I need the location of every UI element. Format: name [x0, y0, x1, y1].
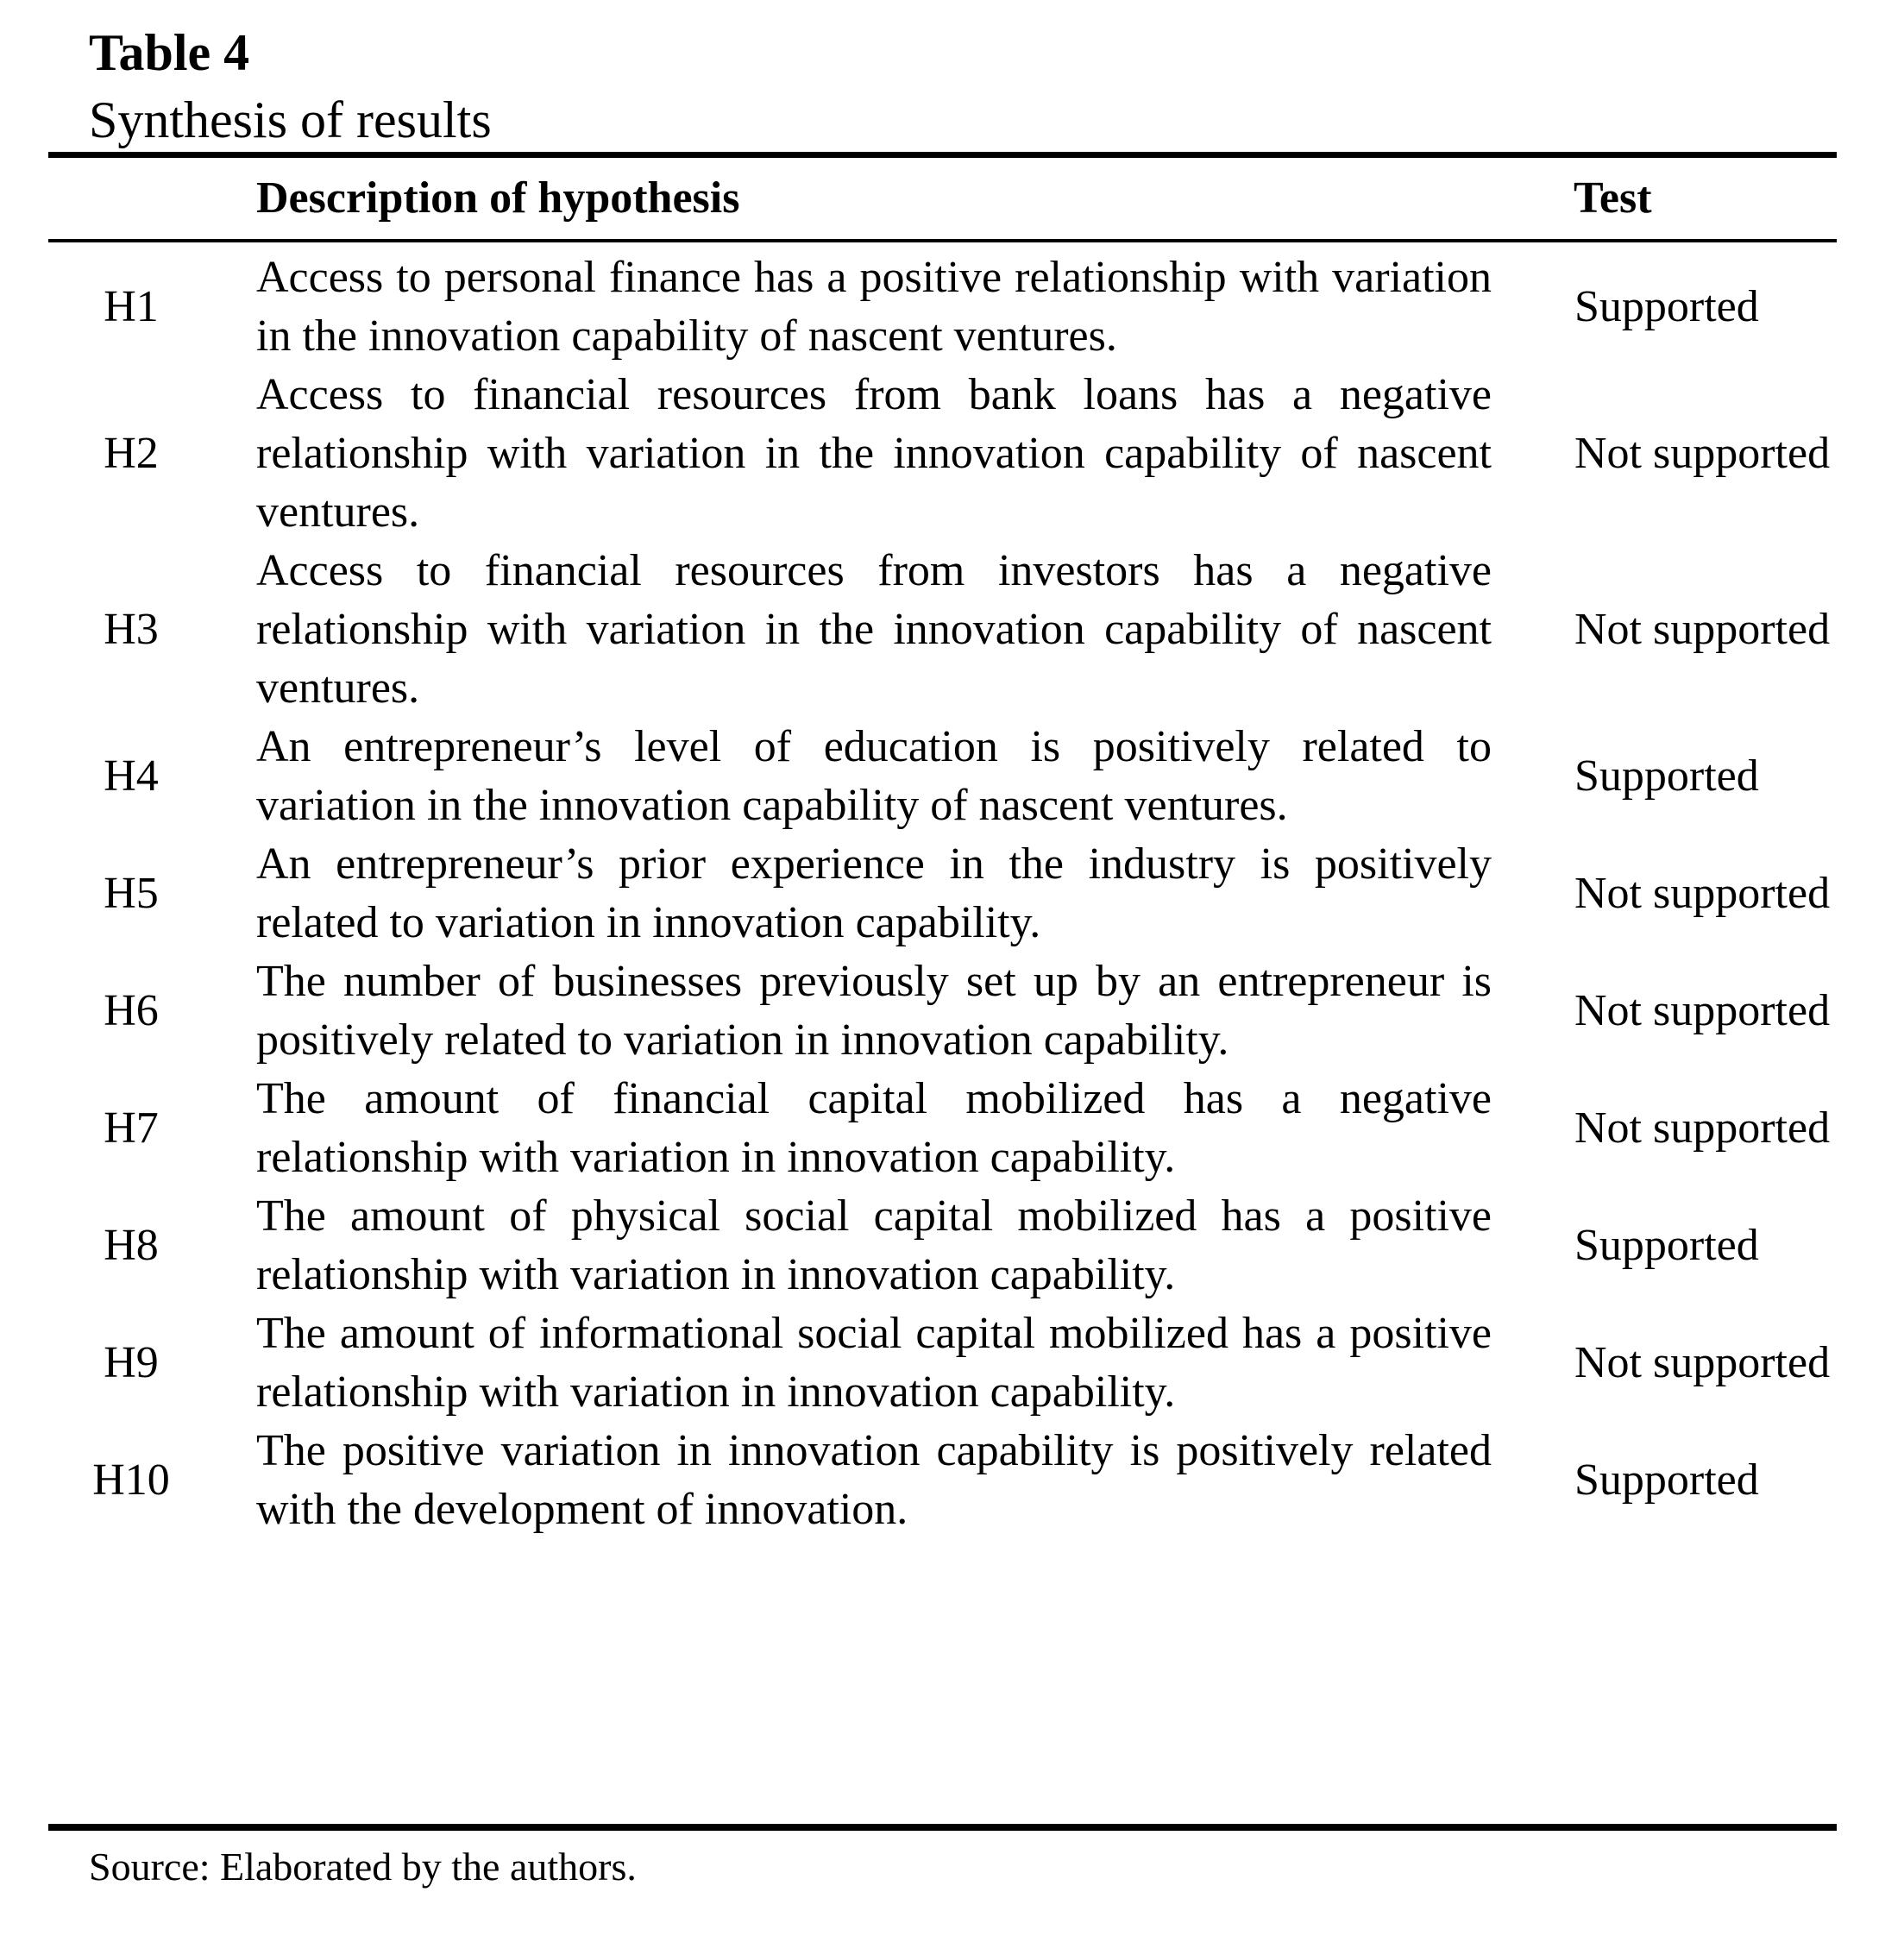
top-rule	[48, 152, 1837, 158]
hypothesis-id: H2	[104, 429, 159, 478]
test-result: Not supported	[1574, 869, 1831, 918]
table-row	[48, 248, 1837, 366]
test-result: Not supported	[1574, 429, 1831, 478]
test-result: Supported	[1574, 751, 1759, 801]
hypothesis-description: The amount of informational social capital mobilized has a positive relationship with variation in innovation capability.	[256, 1309, 1492, 1417]
test-result: Supported	[1574, 1221, 1759, 1270]
test-result: Not supported	[1574, 605, 1831, 654]
hypothesis-description: An entrepreneur’s level of education is positively related to variation in the innovation capability of nascent ventures.	[256, 722, 1492, 830]
table-row	[48, 1187, 1837, 1304]
test-result: Supported	[1574, 1455, 1759, 1505]
table-row	[48, 542, 1837, 718]
header-rule	[48, 239, 1837, 242]
table-row	[48, 1070, 1837, 1187]
hypothesis-id: H5	[104, 869, 159, 918]
bottom-rule	[48, 1824, 1837, 1831]
table-row	[48, 366, 1837, 542]
test-result: Not supported	[1574, 1338, 1831, 1387]
hypothesis-id: H7	[104, 1103, 159, 1153]
test-result: Not supported	[1574, 1103, 1831, 1153]
column-header-description: Description of hypothesis	[256, 173, 740, 223]
hypothesis-id: H4	[104, 751, 159, 801]
table-title: Synthesis of results	[89, 91, 492, 148]
source-note: Source: Elaborated by the authors.	[89, 1845, 637, 1889]
hypothesis-description: Access to financial resources from investors has a negative relationship with variation in the innovation capability of nascent ventures.	[256, 546, 1492, 713]
hypothesis-description: Access to financial resources from bank loans has a negative relationship with variation in the innovation capability of nascent ventures.	[256, 370, 1492, 537]
hypothesis-id: H1	[104, 282, 159, 331]
hypothesis-description: The amount of physical social capital mobilized has a positive relationship with variation in innovation capability.	[256, 1191, 1492, 1299]
hypothesis-id: H10	[92, 1455, 170, 1505]
hypothesis-description: Access to personal finance has a positive relationship with variation in the innovation capability of nascent ventures.	[256, 253, 1492, 361]
table-row	[48, 718, 1837, 835]
table-row	[48, 952, 1837, 1070]
column-header-test: Test	[1574, 173, 1652, 223]
table-row	[48, 835, 1837, 952]
hypothesis-id: H9	[104, 1338, 159, 1387]
hypothesis-id: H6	[104, 986, 159, 1035]
table-row	[48, 1422, 1837, 1539]
hypothesis-id: H8	[104, 1221, 159, 1270]
test-result: Supported	[1574, 282, 1759, 331]
table-row	[48, 1304, 1837, 1422]
hypothesis-id: H3	[104, 605, 159, 654]
table-body	[48, 248, 1837, 1539]
hypothesis-description: The positive variation in innovation capability is positively related with the development of innovation.	[256, 1426, 1492, 1534]
hypothesis-description: An entrepreneur’s prior experience in the industry is positively related to variation in innovation capability.	[256, 839, 1492, 947]
table-label: Table 4	[89, 24, 250, 81]
test-result: Not supported	[1574, 986, 1831, 1035]
hypothesis-description: The amount of financial capital mobilized has a negative relationship with variation in innovation capability.	[256, 1074, 1492, 1182]
hypothesis-description: The number of businesses previously set up by an entrepreneur is positively related to variation in innovation capability.	[256, 957, 1492, 1065]
